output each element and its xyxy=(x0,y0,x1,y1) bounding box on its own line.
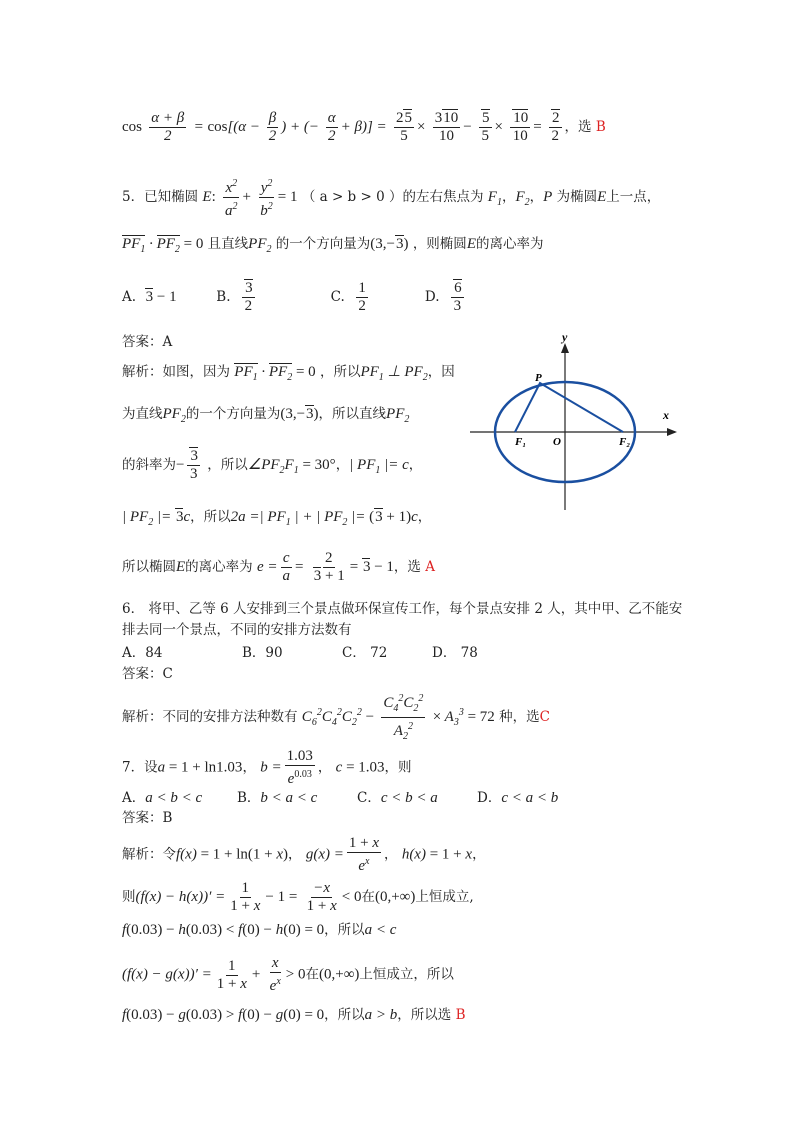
f1-label: F₁ xyxy=(515,436,527,448)
q5-sol-1: 解析：如图，因为 $PF_1 \cdot PF_2 = 0$ ，所以$PF_1$ ⊥ $PF_2$，因 xyxy=(122,364,455,383)
q7-sol-2: 则(f(x) − h(x))′ = $\frac{1}{1 + x}$ − 1 = $\frac{-x}{1 + x}$ < 0在(0,+∞)上恒成立, xyxy=(122,880,474,914)
q7-stem: 7．设a = 1 + ln1.03， b = $\frac{1.03}{e^{0.03}}$ ， c = 1.03，则 xyxy=(122,748,412,787)
q5-stem-line1: 5．已知椭圆 E: $\frac{x^2}{a^2}$ + $\frac{y^2}{b^2}$ = 1 （ a > b > 0 ）的左右焦点为 $F_1$，$F_2$，P 为椭圆E上一点， xyxy=(122,175,660,220)
q7-sol-3: f(0.03) − h(0.03) < f(0) − h(0) = 0，所以a < c xyxy=(122,922,397,938)
q7-sol-4: (f(x) − g(x))′ = $\frac{1}{1 + x}$ + $\frac{x}{e^x}$ > 0在(0,+∞)上恒成立，所以 xyxy=(122,955,454,994)
q6-solution: 解析：不同的安排方法种数有 $C_6^2C_4^2C_2^2$ − $\frac{C_4^2C_2^2}{A_2^2}$ × $A_3^3 = 72$ 种，选C xyxy=(122,690,550,745)
q7-sol-1: 解析：令f(x) = 1 + ln(1 + x)， g(x) = $\frac{1 + x}{e^x}$ ， h(x) = 1 + x， xyxy=(122,835,486,874)
q7-sol-5: f(0.03) − g(0.03) > f(0) − g(0) = 0，所以a > b，所以选 B xyxy=(122,1007,466,1023)
q5-sol-5: 所以椭圆E的离心率为 e = $\frac{c}{a}$ = $\frac{2}{3 + 1}$ = 3 − 1，选 A xyxy=(122,550,435,584)
q5-stem-line2: $PF_1 \cdot PF_2 = 0$ 且直线$PF_2$ 的一个方向量为(3,−3) ，则椭圆E的离心率为 xyxy=(122,236,544,255)
x-axis-arrow xyxy=(667,428,677,436)
q7-options: A．a < b < c B．b < a < c C．c < b < a D．c < a < b xyxy=(122,790,559,806)
q5-answer: 答案：A xyxy=(122,334,173,350)
q5-sol-3: 的斜率为− $\frac{3}{3}$ ，所以$\angle PF_2F_1 = 30^\circ$，| $PF_1$ |= c， xyxy=(122,448,423,482)
o-label: O xyxy=(553,436,561,448)
ellipse-figure xyxy=(465,325,685,515)
f2-label: F₂ xyxy=(619,436,631,448)
q5-sol-4: | $PF_2$ |= 3c，所以2a =| $PF_1$ | + | $PF_2$ |= (3 + 1)c， xyxy=(122,509,432,528)
y-axis-arrow xyxy=(561,343,569,353)
focal-lines xyxy=(515,383,623,432)
q6-stem-1: 6． 将甲、乙等 6 人安排到三个景点做环保宣传工作，每个景点安排 2 人，其中甲、乙不能安 xyxy=(122,601,683,617)
p-label: P xyxy=(535,372,542,384)
q6-options: A．84 B．90 C． 72 D． 78 xyxy=(122,645,478,661)
q5-options: A. 3 − 1 B. $\frac{3}{2}$ C. $\frac{1}{2}$ D. $\frac{6}{3}$ xyxy=(122,280,462,314)
formula-top: cos $\frac{\alpha + \beta}{2}$ = cos[(α − $\frac{\beta}{2}$ ) + (− $\frac{\alpha}{2}$ + β)] = $\frac{25}{5}$ × $\frac{310}{10}$ − $\frac{5}{5}$ × $\frac{10}{10}$ = $\frac{2}{2}$ ，选 B xyxy=(122,110,606,144)
q7-answer: 答案：B xyxy=(122,810,173,826)
q6-stem-2: 排去同一个景点，不同的安排方法数有 xyxy=(122,622,352,638)
x-label: x xyxy=(663,408,669,422)
q5-sol-2: 为直线$PF_2$的一个方向量为(3,−3)，所以直线$PF_2$ xyxy=(122,406,410,425)
y-label: y xyxy=(562,330,568,344)
q6-answer: 答案：C xyxy=(122,666,173,682)
